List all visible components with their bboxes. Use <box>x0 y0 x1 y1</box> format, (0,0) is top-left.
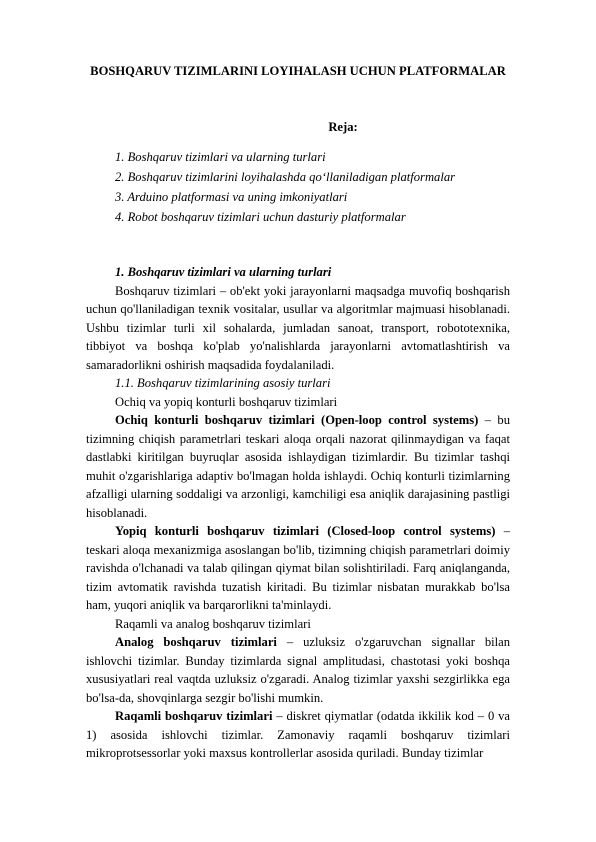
plan-label: Reja: <box>328 120 358 134</box>
document-title: BOSHQARUV TIZIMLARINI LOYIHALASH UCHUN PLATFORMALAR <box>90 64 506 78</box>
plan-list <box>115 147 455 227</box>
section-heading: 1. Boshqaruv tizimlari va ularning turlari <box>115 265 332 279</box>
open-loop-term: Ochiq konturli boshqaruv tizimlari (Open-loop control systems) <box>115 413 479 427</box>
plan-item: 3. Arduino platformasi va uning imkoniyatlari <box>115 190 348 204</box>
paragraph-closed-loop <box>86 522 510 615</box>
paragraph-analog <box>86 633 510 707</box>
digital-term: Raqamli boshqaruv tizimlari <box>115 709 273 723</box>
closed-loop-term: Yopiq konturli boshqaruv tizimlari (Closed-loop control systems) <box>115 524 496 538</box>
paragraph-digital <box>86 707 510 763</box>
plan-item: 2. Boshqaruv tizimlarini loyihalashda qo‘llaniladigan platformalar <box>115 170 456 184</box>
paragraph-intro: Boshqaruv tizimlari – ob'ekt yoki jarayonlarni maqsadga muvofiq boshqarish uchun qo'llaniladigan texnik vositalar, usullar va algoritmlar majmuasi hisoblanadi. Ushbu tizimlar turli xil sohalarda, jumladan sanoat, transport, robototexnika, tibbiyot va boshqa ko'plab yo'nalishlarda jarayonlarni avtomatlashtirish va samaradorlikni oshirish maqsadida foydalaniladi. <box>86 283 510 372</box>
subsection-heading: 1.1. Boshqaruv tizimlarining asosiy turlari <box>115 376 331 390</box>
types-line: Ochiq va yopiq konturli boshqaruv tizimlari <box>115 394 338 409</box>
section-body <box>86 263 510 763</box>
open-loop-text: – bu tizimning chiqish parametrlari teskari aloqa orqali nazorat qilinmaydigan va faqat dastlabki kiritilgan buyruqlar asosida ishlaydigan tizimlardir. Bu tizimlar tashqi muhit o'zgarishlariga adaptiv bo'lmagan holda ishlaydi. Ochiq konturli tizimlarning afzalligi ularning soddaligi va arzonligi, kamchiligi esa aniqlik darajasining pastligi hisoblanadi. <box>86 413 510 520</box>
paragraph-open-loop <box>86 411 510 522</box>
analog-text: – uzluksiz o'zgaruvchan signallar bilan ishlovchi tizimlar. Bunday tizimlarda signal amplitudasi, chastotasi yoki boshqa xususiyatlari real vaqtda uzluksiz o'zgaradi. Analog tizimlar yaxshi sezgirlikka ega bo'lsa-da, shovqinlarga sezgir bo'lishi mumkin. <box>86 635 510 705</box>
types-line-2: Raqamli va analog boshqaruv tizimlari <box>115 616 311 631</box>
digital-text: – diskret qiymatlar (odatda ikkilik kod – 0 va 1) asosida ishlovchi tizimlar. Zamonaviy raqamli boshqaruv tizimlari mikroprotsessorlar yoki maxsus kontrollerlar asosida quriladi. Bunday tizimlar <box>86 709 510 760</box>
plan-item: 1. Boshqaruv tizimlari va ularning turlari <box>115 150 326 164</box>
plan-item: 4. Robot boshqaruv tizimlari uchun dasturiy platformalar <box>115 210 406 224</box>
closed-loop-text: – teskari aloqa mexanizmiga asoslangan bo'lib, tizimning chiqish parametrlari doimiy ravishda o'lchanadi va talab qilingan qiymat bilan solishtiriladi. Farq aniqlanganda, tizim avtomatik ravishda tuzatish kiritadi. Bu tizimlar nisbatan murakkab bo'lsa ham, yuqori aniqlik va barqarorlikni ta'minlaydi. <box>86 524 510 612</box>
analog-term: Analog boshqaruv tizimlari <box>115 635 277 649</box>
